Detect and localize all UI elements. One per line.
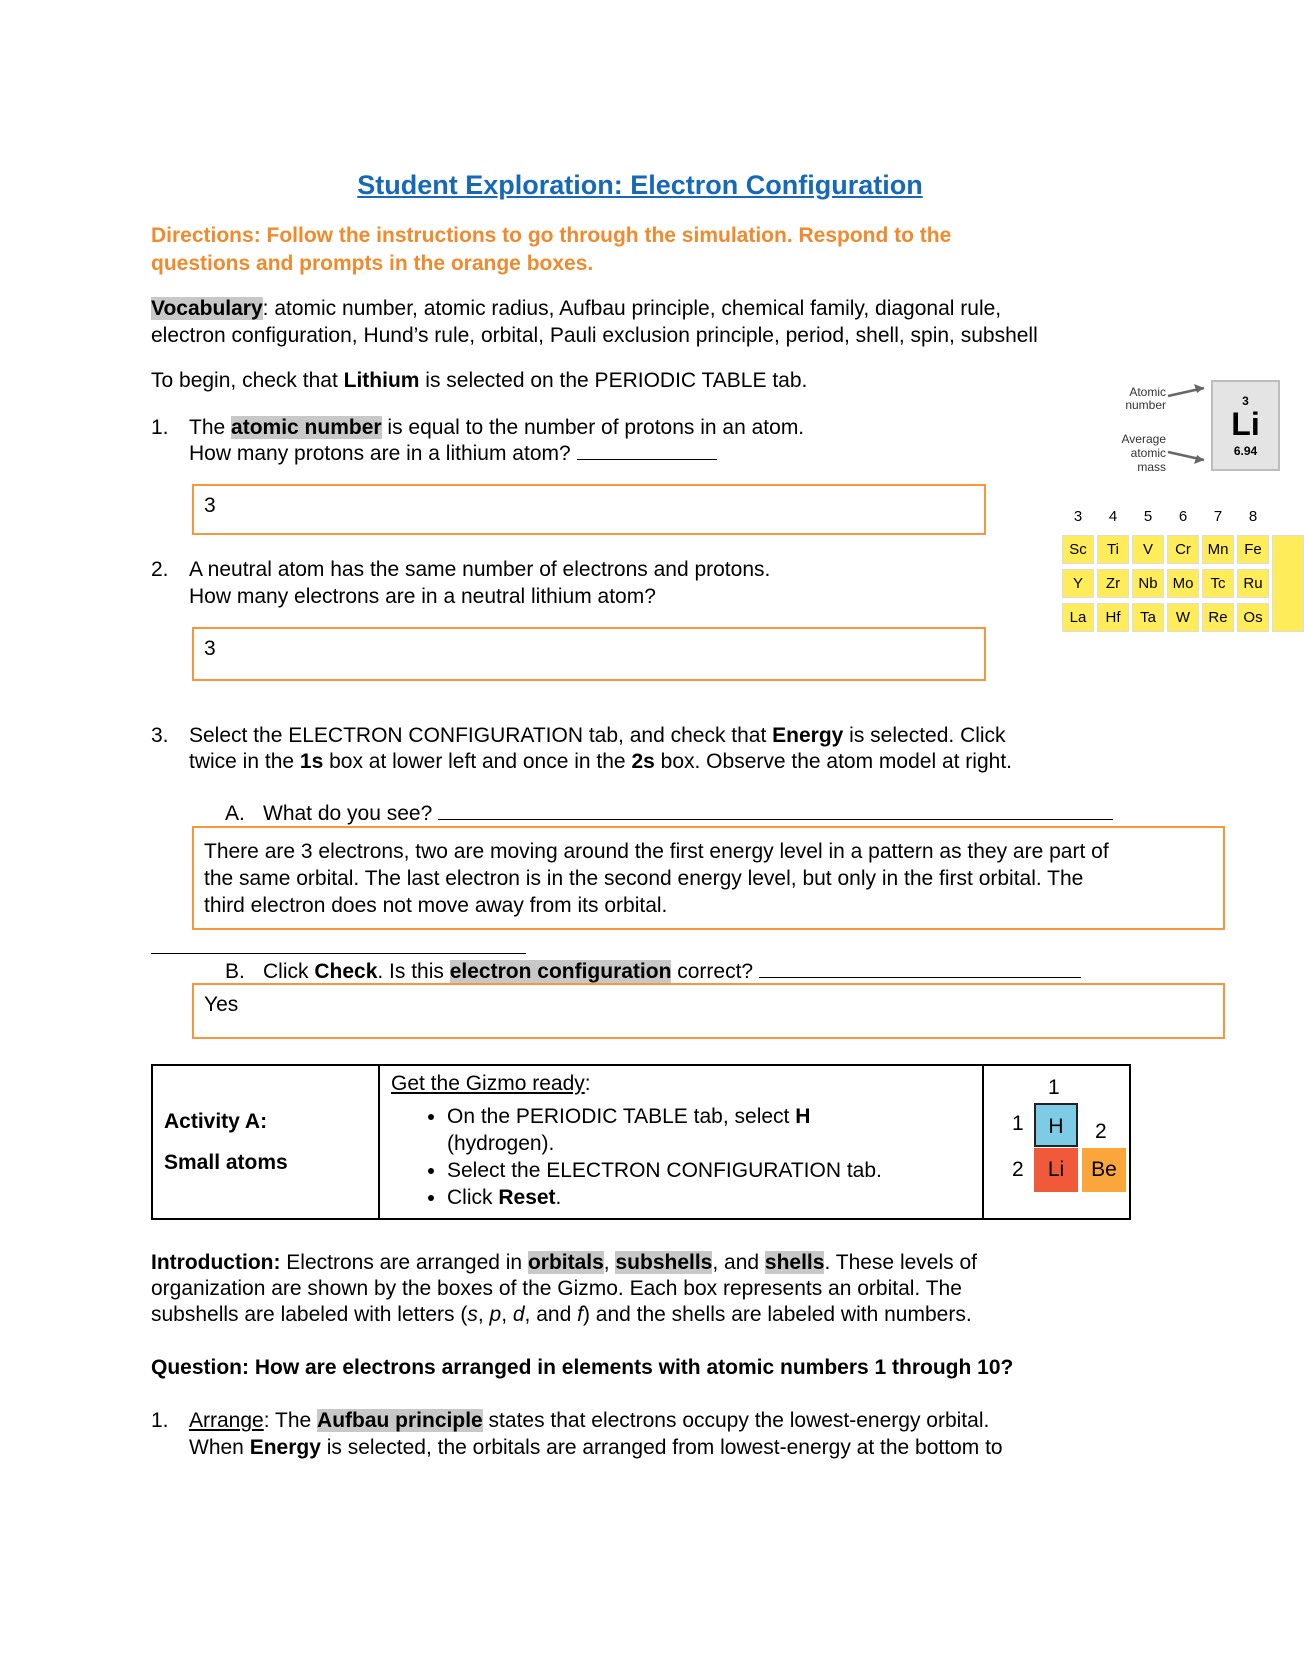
arrange-line-1: Arrange: The Aufbau principle states that electrons occupy the lowest-energy orbital. xyxy=(189,1409,990,1432)
element-H[interactable]: H xyxy=(1034,1103,1078,1147)
element-cell-La[interactable]: La xyxy=(1062,603,1094,632)
element-cell-Fe[interactable]: Fe xyxy=(1237,535,1269,564)
q1-question: How many protons are in a lithium atom? xyxy=(189,440,717,467)
element-Li[interactable]: Li xyxy=(1034,1148,1078,1192)
intro-line-1: Introduction: Electrons are arranged in orbitals, subshells, and shells. These levels of xyxy=(151,1251,977,1274)
q3a-answer-line: There are 3 electrons, two are moving around the first energy level in a pattern as they are part of xyxy=(204,840,1109,863)
element-Be[interactable]: Be xyxy=(1082,1148,1126,1192)
q3b-question: Click Check. Is this electron configuration correct? xyxy=(263,958,1081,985)
q3a-question: What do you see? xyxy=(263,800,1113,827)
q2-line-1: A neutral atom has the same number of electrons and protons. xyxy=(189,558,771,581)
q3-number: 3. xyxy=(151,724,169,747)
directions-line-1: Directions: Follow the instructions to go through the simulation. Respond to the xyxy=(151,224,952,247)
intro-line-3: subshells are labeled with letters (s, p, d, and f) and the shells are labeled with numbers. xyxy=(151,1303,972,1326)
periodic-table-fragment xyxy=(1069,508,1280,636)
begin-instruction: To begin, check that Lithium is selected on the PERIODIC TABLE tab. xyxy=(151,369,808,392)
period-label: 2 xyxy=(1012,1158,1024,1181)
instruction-item: • Click Reset. xyxy=(447,1184,971,1211)
q3a-label: A. xyxy=(225,802,245,825)
element-cell-Cr[interactable]: Cr xyxy=(1167,535,1199,564)
q2-line-2: How many electrons are in a neutral lithium atom? xyxy=(189,585,656,608)
group-label: 1 xyxy=(1048,1076,1060,1099)
element-cell-Mn[interactable]: Mn xyxy=(1202,535,1234,564)
element-cell-Tc[interactable]: Tc xyxy=(1202,569,1234,598)
element-cell-Ru[interactable]: Ru xyxy=(1237,569,1269,598)
lithium-element-card: 3 Li 6.94 xyxy=(1211,380,1280,471)
page-title[interactable]: Student Exploration: Electron Configuration xyxy=(357,170,923,200)
q1-number: 1. xyxy=(151,416,169,439)
q3b-answer-box[interactable] xyxy=(192,983,1225,1039)
period-label: 1 xyxy=(1012,1112,1024,1135)
element-cell-Os[interactable]: Os xyxy=(1237,603,1269,632)
q2-answer: 3 xyxy=(204,637,216,660)
element-cell-W[interactable]: W xyxy=(1167,603,1199,632)
group-number: 4 xyxy=(1108,508,1118,525)
divider-line xyxy=(151,953,526,954)
vocabulary-terms: : atomic number, atomic radius, Aufbau principle, chemical family, diagonal rule, xyxy=(262,297,1002,320)
q2-number: 2. xyxy=(151,558,169,581)
element-cell-Y[interactable]: Y xyxy=(1062,569,1094,598)
mini-periodic-cell xyxy=(983,1065,1130,1219)
atomic-number-label: Atomic number xyxy=(1125,385,1166,412)
q3-line-2: twice in the 1s box at lower left and once in the 2s box. Observe the atom model at right. xyxy=(189,750,1012,773)
group-number: 3 xyxy=(1073,508,1083,525)
q3-line-1: Select the ELECTRON CONFIGURATION tab, and check that Energy is selected. Click xyxy=(189,724,1006,747)
q3b-answer: Yes xyxy=(204,993,239,1016)
group-label: 2 xyxy=(1095,1120,1107,1143)
q1-answer: 3 xyxy=(204,494,216,517)
activity-title: Activity A: xyxy=(164,1110,268,1133)
q3a-answer-line: the same orbital. The last electron is in the second energy level, but only in the first orbital. The xyxy=(204,867,1084,890)
activity-subtitle: Small atoms xyxy=(164,1151,288,1174)
group-number: 8 xyxy=(1248,508,1258,525)
element-cell-Sc[interactable]: Sc xyxy=(1062,535,1094,564)
vocabulary-label: Vocabulary xyxy=(151,297,263,320)
activity-table xyxy=(151,1064,1131,1220)
element-cell-Re[interactable]: Re xyxy=(1202,603,1234,632)
vocabulary-line-2: electron configuration, Hund’s rule, orbital, Pauli exclusion principle, period, shell, spin, subshell xyxy=(151,324,1038,347)
q3a-answer-line: third electron does not move away from its orbital. xyxy=(204,894,668,917)
instruction-item: • Select the ELECTRON CONFIGURATION tab. xyxy=(447,1157,971,1184)
arrange-line-2: When Energy is selected, the orbitals are arranged from lowest-energy at the bottom to xyxy=(189,1436,1003,1459)
activity-title-cell xyxy=(152,1065,379,1219)
atomic-mass-label: Average atomic mass xyxy=(1121,432,1166,474)
q3b-label: B. xyxy=(225,960,245,983)
intro-line-2: organization are shown by the boxes of the Gizmo. Each box represents an orbital. The xyxy=(151,1277,962,1300)
element-cell-Ti[interactable]: Ti xyxy=(1097,535,1129,564)
q3a-answer-box[interactable] xyxy=(192,826,1225,930)
element-cell-Zr[interactable]: Zr xyxy=(1097,569,1129,598)
element-cell-clipped xyxy=(1272,535,1304,632)
activity-instructions-cell: Get the Gizmo ready: • On the PERIODIC TABLE tab, select H (hydrogen). • Select the ELECTRON CONFIGURATION tab. • Click Reset. xyxy=(379,1065,983,1219)
main-question: Question: How are electrons arranged in elements with atomic numbers 1 through 10? xyxy=(151,1356,1014,1379)
gizmo-ready-heading: Get the Gizmo ready xyxy=(391,1072,585,1095)
q1-text: The atomic number is equal to the number of protons in an atom. xyxy=(189,416,805,439)
q2-answer-box[interactable] xyxy=(192,627,986,681)
arrange-number: 1. xyxy=(151,1409,169,1432)
element-cell-Nb[interactable]: Nb xyxy=(1132,569,1164,598)
element-cell-Hf[interactable]: Hf xyxy=(1097,603,1129,632)
group-number: 5 xyxy=(1143,508,1153,525)
group-number: 7 xyxy=(1213,508,1223,525)
vocabulary-line-1 xyxy=(151,295,1001,322)
element-cell-Mo[interactable]: Mo xyxy=(1167,569,1199,598)
instruction-item: • On the PERIODIC TABLE tab, select H (hydrogen). xyxy=(447,1103,971,1157)
q1-answer-box[interactable] xyxy=(192,484,986,535)
group-number: 6 xyxy=(1178,508,1188,525)
pointer-arrows-icon xyxy=(1166,380,1212,470)
element-cell-Ta[interactable]: Ta xyxy=(1132,603,1164,632)
directions-line-2: questions and prompts in the orange boxes. xyxy=(151,252,594,275)
element-cell-V[interactable]: V xyxy=(1132,535,1164,564)
